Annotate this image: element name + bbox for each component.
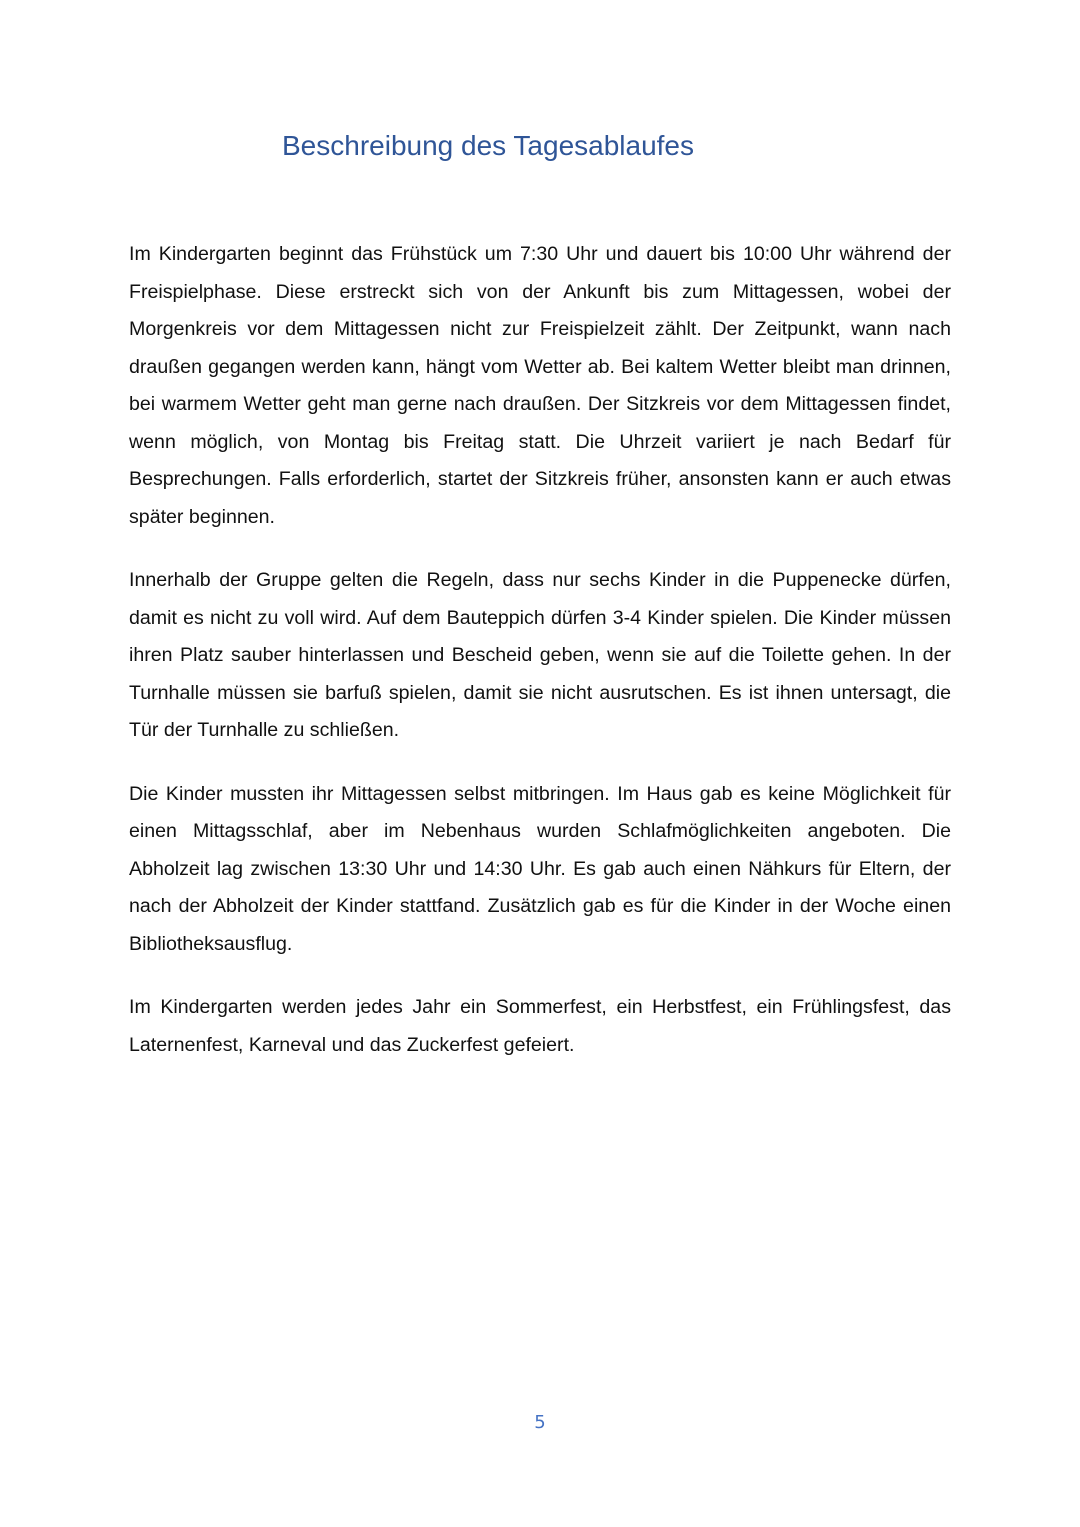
paragraph-group-rules: Innerhalb der Gruppe gelten die Regeln, dass nur sechs Kinder in die Puppenecke dürfen, damit es nicht zu voll wird. Auf dem Bauteppich dürfen 3-4 Kinder spielen. Die Kinder müssen ihren Platz sauber hinterlassen und Bescheid geben, wenn sie auf die Toilette gehen. In der Turnhalle müssen sie barfuß spielen, damit sie nicht ausrutschen. Es ist ihnen untersagt, die Tür der Turnhalle zu schließen. <box>129 569 951 741</box>
paragraph-daily-routine: Im Kindergarten beginnt das Frühstück um 7:30 Uhr und dauert bis 10:00 Uhr während der Freispielphase. Diese erstreckt sich von der Ankunft bis zum Mittagessen, wobei der Morgenkreis vor dem Mittagessen nicht zur Freispielzeit zählt. Der Zeitpunkt, wann nach draußen gegangen werden kann, hängt vom Wetter ab. Bei kaltem Wetter bleibt man drinnen, bei warmem Wetter geht man gerne nach draußen. Der Sitzkreis vor dem Mittagessen findet, wenn möglich, von Montag bis Freitag statt. Die Uhrzeit variiert je nach Bedarf für Besprechungen. Falls erforderlich, startet der Sitzkreis früher, ansonsten kann er auch etwas später beginnen. <box>129 243 951 528</box>
paragraph-lunch-and-pickup: Die Kinder mussten ihr Mittagessen selbst mitbringen. Im Haus gab es keine Möglichkeit für einen Mittagsschlaf, aber im Nebenhaus wurden Schlafmöglichkeiten angeboten. Die Abholzeit lag zwischen 13:30 Uhr und 14:30 Uhr. Es gab auch einen Nähkurs für Eltern, der nach der Abholzeit der Kinder stattfand. Zusätzlich gab es für die Kinder in der Woche einen Bibliotheksausflug. <box>129 782 951 955</box>
body-text <box>129 236 951 1090</box>
page-number: 5 <box>534 1412 546 1433</box>
page-title: Beschreibung des Tagesablaufes <box>282 130 695 161</box>
paragraph-festivals: Im Kindergarten werden jedes Jahr ein Sommerfest, ein Herbstfest, ein Frühlingsfest, das Laternenfest, Karneval und das Zuckerfest gefeiert. <box>129 996 951 1056</box>
